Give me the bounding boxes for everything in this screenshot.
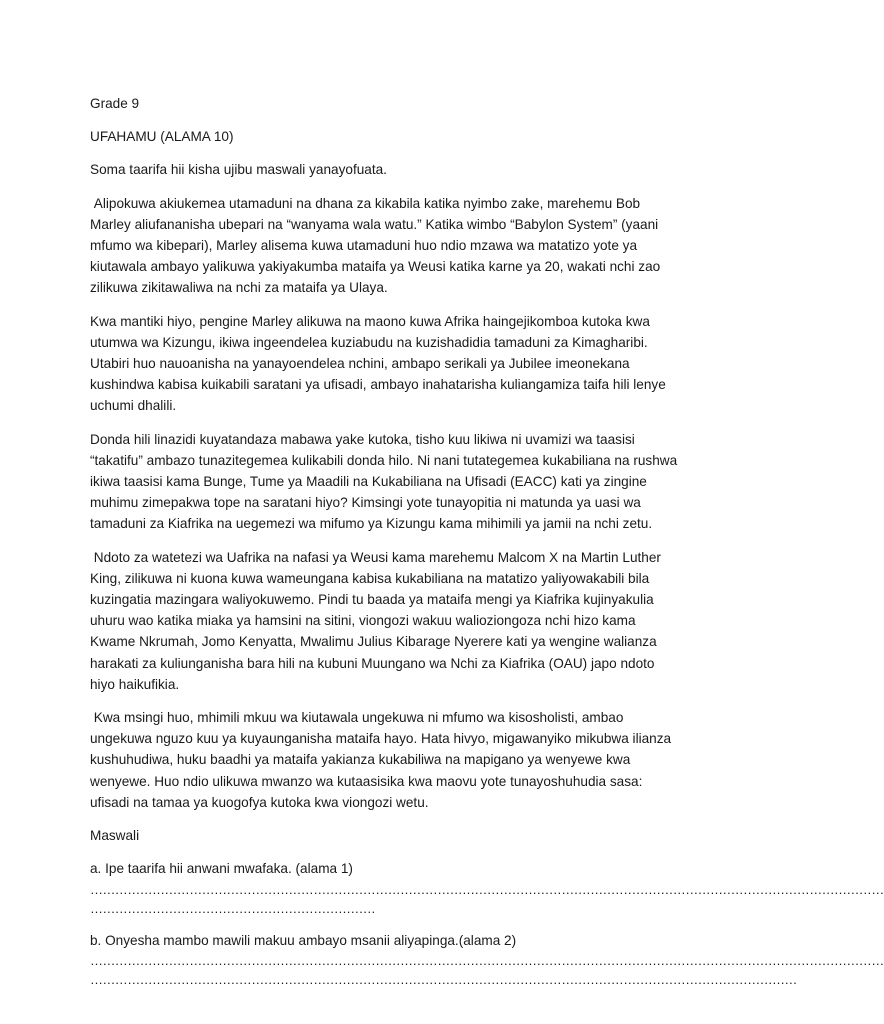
question-text: b. Onyesha mambo mawili makuu ambayo msanii aliyapinga.(alama 2) [90, 932, 517, 948]
section-title: UFAHAMU (ALAMA 10) [90, 129, 234, 145]
passage-paragraph-4: Ndoto za watetezi wa Uafrika na nafasi ya Weusi kama marehemu Malcom X na Martin Luther King, zilikuwa ni kuona kuwa wameungana kabisa kukabiliana na matatizo yaliyowakabili bila kuzingatia mazingara waliyokuwemo. Pindi tu baada ya mataifa mengi ya Kiafrika kujinyakulia uhuru wao katika miaka ya hamsini na sitini, viongozi wakuu walioziongoza nchi hizo kama Kwame Nkrumah, Jomo Kenyatta, Mwalimu Julius Kibarage Nyerere kati ya wengine walianza harakati za kuliunganisha bara hili na kubuni Muungano wa Nchi za Kiafrika (OAU) japo ndoto hiyo haikufikia. [90, 549, 665, 692]
question-b [90, 930, 884, 989]
passage-paragraph-5: Kwa msingi huo, mhimili mkuu wa kiutawala ungekuwa ni mfumo wa kisosholisti, ambao ungekuwa nguzo kuu ya kuyaunganisha mataifa hayo. Hata hivyo, migawanyiko mikubwa ilianza kushuhudiwa, huku baadhi ya mataifa yakianza kukabiliwa na mapigano ya wenyewe kwa wenyewe. Huo ndio ulikuwa mwanzo wa kutaasisika kwa maovu yote tunayoshuhudia sasa: ufisadi na tamaa ya kuogofya kutoka kwa viongozi wetu. [90, 710, 675, 810]
answer-line[interactable]: ………………………………………………………………………………………………………………………………………………………………………… [90, 881, 884, 897]
passage-paragraph-1: Alipokuwa akiukemea utamaduni na dhana za kikabila katika nyimbo zake, marehemu Bob Marley aliufananisha ubepari na “wanyama wala watu.” Katika wimbo “Babylon System” (yaani mfumo wa kibepari), Marley alisema kuwa utamaduni huo ndio mzawa wa matatizo yote ya kiutawala ambayo yalikuwa yakiyakumba mataifa ya Weusi katika karne ya 20, wakati nchi zao zilikuwa zikitawaliwa na nchi za mataifa ya Ulaya. [90, 195, 664, 296]
document-content [90, 93, 884, 1001]
answer-line[interactable]: ……………………………………………………………………………………………………………………………………………………… [90, 971, 797, 987]
instruction-text: Soma taarifa hii kisha ujibu maswali yanayofuata. [90, 162, 387, 178]
answer-line[interactable]: …………………………………………………………… [90, 900, 376, 916]
question-a [90, 858, 884, 917]
questions-heading: Maswali [90, 828, 140, 844]
answer-line[interactable]: ………………………………………………………………………………………………………………………………………………………………………… [90, 952, 884, 968]
passage-paragraph-3: Donda hili linazidi kuyatandaza mabawa yake kutoka, tisho kuu likiwa ni uvamizi wa taasisi “takatifu” ambazo tunazitegemea kulikabili donda hilo. Ni nani tutategemea kukabiliana na rushwa ikiwa taasisi kama Bunge, Tume ya Maadili na Kukabiliana na Ufisadi (EACC) kati ya zingine muhimu zimepakwa tope na saratani hiyo? Kimsingi yote tunayopitia ni matunda ya uasi wa tamaduni za Kiafrika na uegemezi wa mifumo ya Kizungu kama mihimili ya jamii na nchi zetu. [90, 431, 681, 532]
grade-label: Grade 9 [90, 96, 140, 111]
question-text: a. Ipe taarifa hii anwani mwafaka. (alama 1) [90, 861, 353, 877]
passage-paragraph-2: Kwa mantiki hiyo, pengine Marley alikuwa na maono kuwa Afrika haingejikomboa kutoka kwa utumwa wa Kizungu, ikiwa ingeendelea kuziabudu na kuzishadidia tamaduni za Kimagharibi. Utabiri huo nauoanisha na yanayoendelea nchini, ambapo serikali ya Jubilee imeonekana kushindwa kabisa kuikabili saratani ya ufisadi, ambayo inahatarisha kuliangamiza taifa hili lenye uchumi dhalili. [90, 313, 670, 414]
